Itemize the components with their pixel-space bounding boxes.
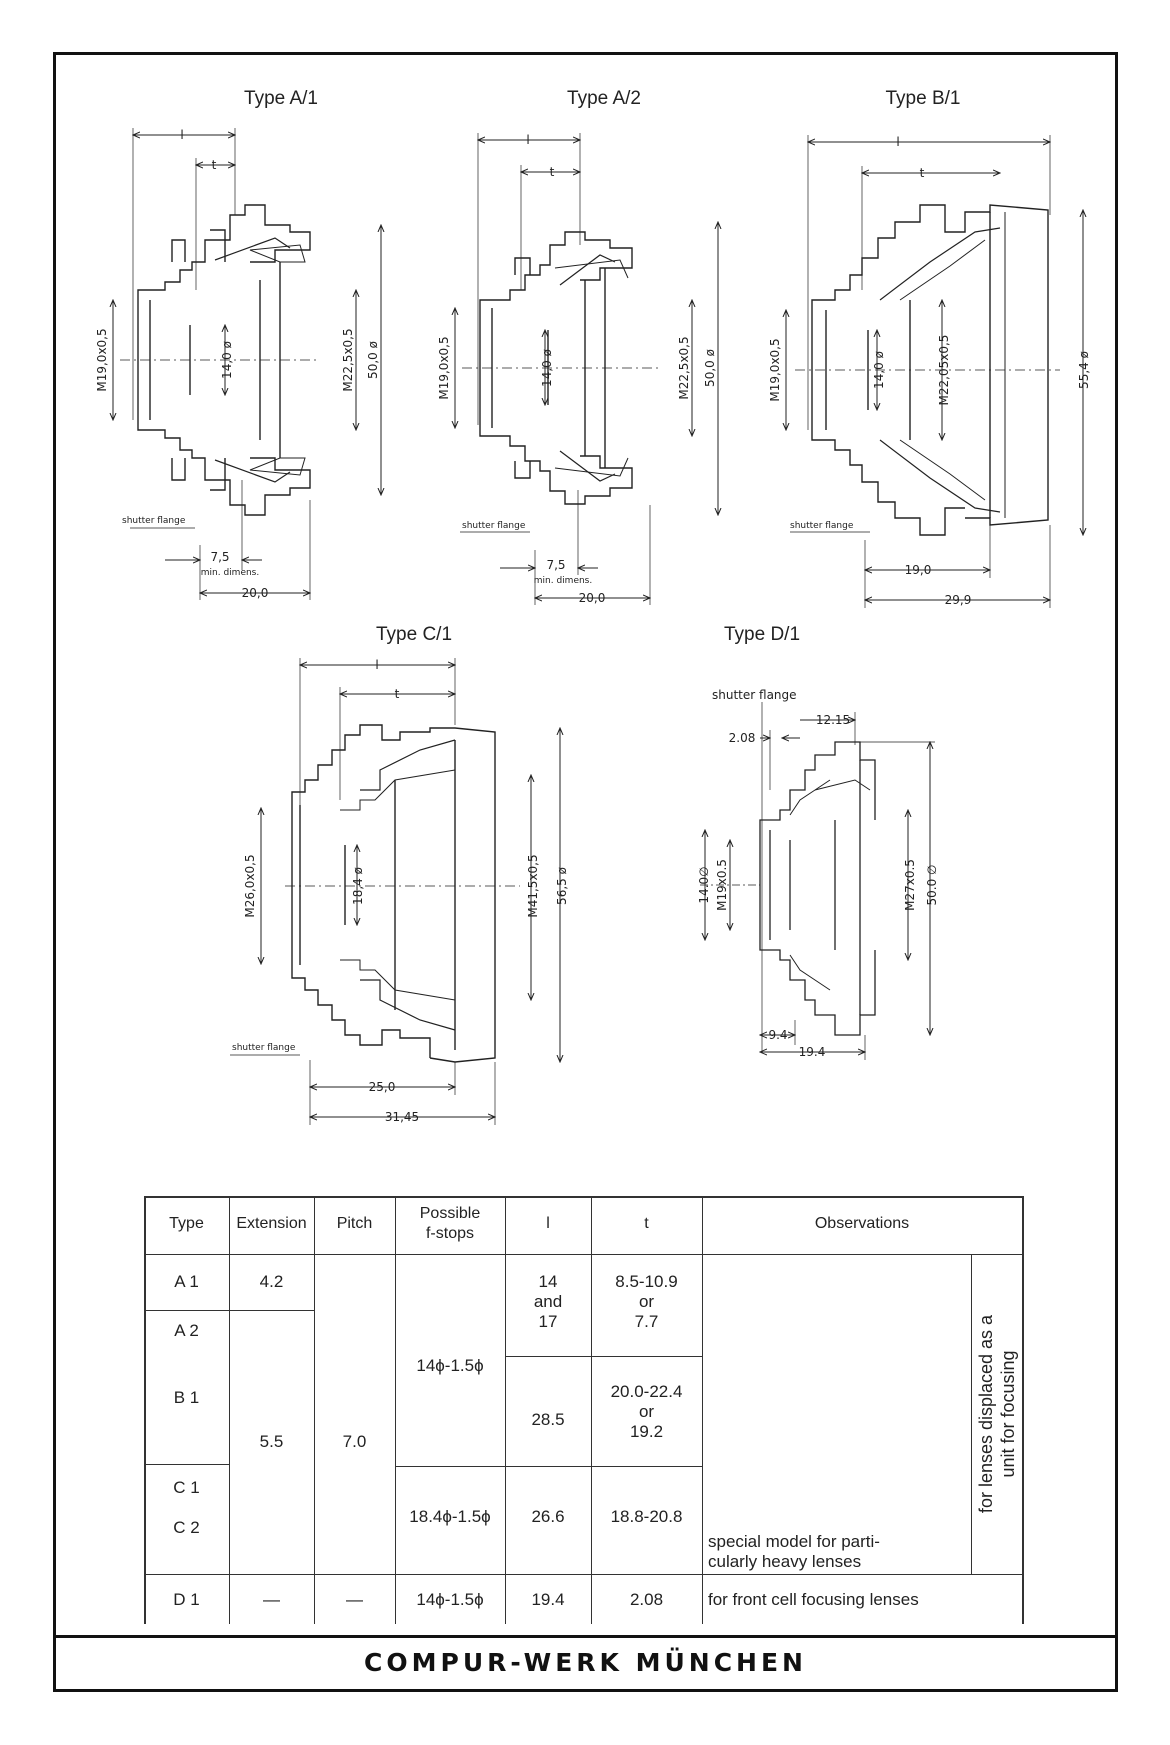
a1-dim-aperture: 14,0 ø [220,341,234,379]
l-a-3: 17 [538,1312,558,1331]
c1-dim-t: t [394,687,400,701]
drawing-type-c1-labels [232,658,569,1124]
diagram-title-c1: Type C/1 [375,624,453,645]
c1-dim-aperture: 18,4 ø [351,867,365,905]
a1-dim-dia: 50,0 ø [366,341,380,379]
obs-vertical-2: unit for focusing [998,1350,1018,1478]
type-a2: A 2 [174,1321,199,1340]
c1-dim-rear: M41,5x0,5 [526,854,540,918]
header-type: Type [169,1215,204,1232]
type-a1: A 1 [174,1272,199,1291]
header-t: t [644,1215,649,1232]
extension-d1: — [263,1590,280,1609]
fstops-d1: 14ϕ-1.5ϕ [416,1590,484,1609]
header-fstops-2: f-stops [425,1225,474,1242]
b1-dim-t: t [919,166,925,180]
l-d1: 19.4 [531,1590,565,1609]
type-d1: D 1 [173,1590,200,1609]
l-c: 26.6 [531,1507,565,1526]
drawing-type-c1 [230,658,560,1125]
specs-table [144,1196,1024,1624]
a2-dim-dia: 50,0 ø [703,349,717,387]
drawing-type-b1 [786,135,1083,608]
b1-dim-l: l [896,135,900,149]
c1-dim-dia: 56,5 ø [555,867,569,905]
a2-label-flange: shutter flange [462,521,526,531]
a1-dim-d1: 7,5 [210,550,230,564]
d1-dim-208: 2.08 [728,731,756,745]
drawing-type-d1 [700,702,935,1060]
type-c2: C 2 [173,1518,200,1537]
diagram-title-a2: Type A/2 [567,88,641,109]
d1-dim-dia: 50.0 ∅ [925,864,939,906]
c1-dim-d1: 25,0 [368,1080,396,1094]
obs-vertical-1: for lenses displaced as a [976,1314,996,1514]
t-c: 18.8-20.8 [610,1507,683,1526]
d1-dim-1215: 12.15 [815,713,851,727]
d1-dim-rear: M27x0.5 [903,859,917,911]
b1-dim-d2: 29,9 [944,593,972,607]
diagram-title-b1: Type B/1 [885,88,961,109]
a1-dim-rear: M22,5x0,5 [341,328,355,392]
b1-dim-dia: 55,4 ø [1077,351,1091,389]
pitch-d1: — [346,1590,363,1609]
d1-dim-ap: 14.0∅ [697,866,711,904]
b1-dim-thread: M19,0x0,5 [768,338,782,402]
a1-dim-thread: M19,0x0,5 [95,328,109,392]
a2-dim-t: t [549,165,555,179]
diagram-title-a1: Type A/1 [244,88,318,109]
extension-main: 5.5 [259,1432,284,1451]
header-fstops-1: Possible [419,1205,481,1222]
c1-label-flange: shutter flange [232,1043,296,1053]
t-a-2: or [638,1292,655,1311]
type-b1: B 1 [173,1388,200,1407]
a2-label-min: min. dimens. [533,576,593,586]
b1-dim-rear: M22,05x0,5 [937,334,951,406]
t-a-3: 7.7 [634,1312,659,1331]
t-d1: 2.08 [629,1590,664,1609]
t-b-3: 19.2 [629,1422,664,1441]
header-extension: Extension [236,1215,307,1232]
t-b-2: or [638,1402,655,1421]
obs-d1: for front cell focusing lenses [708,1590,919,1609]
a2-dim-d1: 7,5 [546,558,566,572]
l-a-2: and [533,1292,563,1311]
drawing-type-d1-labels [697,688,939,1059]
obs-c2-2: cularly heavy lenses [708,1552,862,1571]
obs-vertical-note [975,1274,1019,1554]
drawing-type-a2-labels [437,133,717,605]
a2-dim-l: l [526,133,530,147]
l-a-1: 14 [538,1272,558,1291]
a1-dim-t: t [211,158,217,172]
fstops-c: 18.4ϕ-1.5ϕ [409,1507,491,1526]
type-c1: C 1 [173,1478,200,1497]
obs-c2-1: special model for parti- [708,1532,880,1551]
diagram-title-d1: Type D/1 [723,624,801,645]
b1-dim-d1: 19,0 [904,563,932,577]
a2-dim-aperture: 14,0 ø [540,349,554,387]
c1-dim-thread: M26,0x0,5 [243,854,257,918]
fstops-ab: 14ϕ-1.5ϕ [416,1356,484,1375]
header-pitch: Pitch [336,1215,373,1232]
b1-dim-aperture: 14,0 ø [872,351,886,389]
a1-label-min: min. dimens. [200,568,260,578]
d1-dim-194: 19.4 [798,1045,826,1059]
a1-dim-d2: 20,0 [241,586,269,600]
drawing-type-b1-labels [768,135,1091,607]
a2-dim-thread: M19,0x0,5 [437,336,451,400]
b1-label-flange: shutter flange [790,521,854,531]
footer-rule [53,1635,1118,1638]
a2-dim-rear: M22,5x0,5 [677,336,691,400]
extension-a1: 4.2 [259,1272,284,1291]
d1-dim-thread: M19x0.5 [715,859,729,911]
c1-dim-d2: 31,45 [384,1110,420,1124]
a1-label-flange: shutter flange [122,516,186,526]
d1-label-flange: shutter flange [712,688,797,702]
footer-company: COMPUR-WERK MÜNCHEN [364,1648,807,1677]
d1-dim-94: 9.4 [768,1028,788,1042]
header-observations: Observations [814,1215,910,1232]
a1-dim-l: l [180,128,184,142]
c1-dim-l: l [375,658,379,672]
t-b-1: 20.0-22.4 [610,1382,683,1401]
header-l: l [546,1215,550,1232]
l-b: 28.5 [531,1410,565,1429]
a2-dim-d2: 20,0 [578,591,606,605]
pitch-main: 7.0 [342,1432,367,1451]
t-a-1: 8.5-10.9 [615,1272,678,1291]
